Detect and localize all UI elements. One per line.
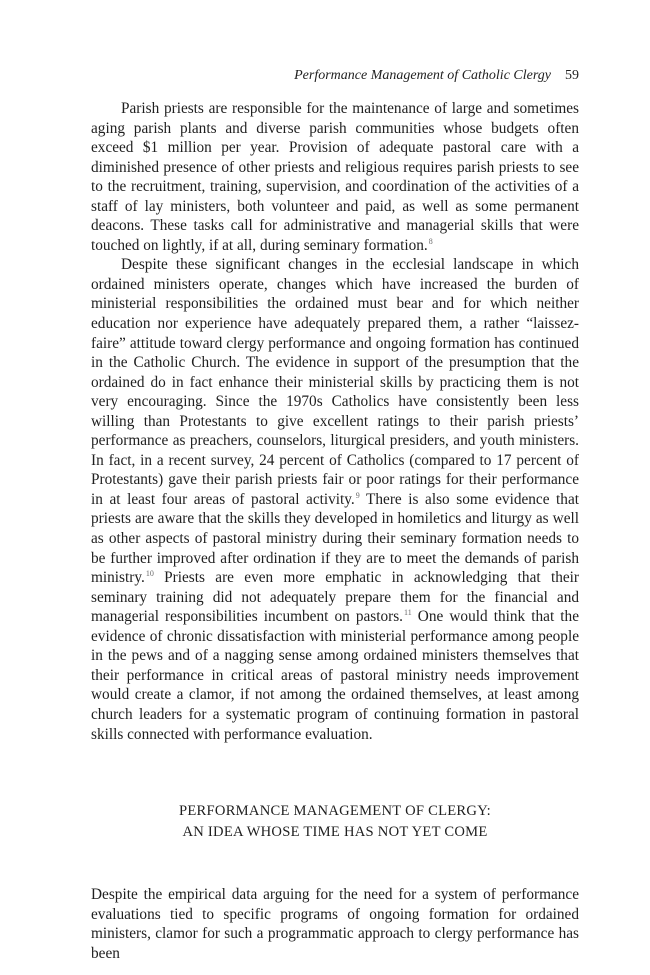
- body-paragraph-3: Despite the empirical data arguing for the need for a system of performance evaluations tied to specific programs of ongoing formation for ordained ministers, clamor for such a programmatic approach to clergy performance has been: [91, 886, 579, 962]
- footnote-marker: 9: [355, 490, 360, 500]
- section-heading-line-2: AN IDEA WHOSE TIME HAS NOT YET COME: [182, 824, 488, 841]
- paragraph-text: One would think that the evidence of chronic dissatisfaction with ministerial performance among people in the pews and of a nagging sense among ordained ministers themselves that their performance in critical areas of pastoral ministry needs improvement would create a clamor, if not among the ordained themselves, at least among church leaders for a systematic program of continuing formation in pastoral skills connected with performance evaluation.: [91, 608, 579, 743]
- running-head-title: Performance Management of Catholic Clergy: [294, 68, 551, 83]
- book-page: [91, 66, 579, 963]
- footnote-marker: 10: [145, 569, 154, 579]
- paragraph-text: Parish priests are responsible for the maintenance of large and sometimes aging parish plants and diverse parish communities whose budgets often exceed $1 million per year. Provision of adequate pastoral care with a diminished presence of other priests and religious requires parish priests to see to the recruitment, training, supervision, and coordination of the activities of a staff of lay ministers, both volunteer and paid, as well as some permanent deacons. These tasks call for administrative and managerial skills that were touched on lightly, if at all, during seminary formation.: [91, 100, 579, 254]
- footnote-marker: 8: [428, 236, 433, 246]
- body-paragraph-1: [91, 99, 579, 255]
- body-paragraph-2: [91, 255, 579, 744]
- footnote-marker: 11: [404, 608, 412, 618]
- section-heading-line-1: PERFORMANCE MANAGEMENT OF CLERGY:: [179, 803, 491, 820]
- paragraph-text: There is also some evidence that priests are aware that the skills they developed in homiletics and liturgy as well as other aspects of pastoral ministry during their seminary formation needs to be further improved after ordination if they are to meet the demands of parish ministry.: [91, 490, 579, 587]
- paragraph-text: Despite these significant changes in the ecclesial landscape in which ordained ministers operate, changes which have increased the burden of ministerial responsibilities the ordained must bear and for which neither education nor experience have adequately prepared them, a rather “laissez-faire” attitude toward clergy performance and ongoing formation has continued in the Catholic Church. The evidence in support of the presumption that the ordained do in fact enhance their ministerial skills by practicing them is not very encouraging. Since the 1970s Catholics have consistently been less willing than Protestants to give excellent ratings to their parish priests’ performance as preachers, counselors, liturgical presiders, and youth ministers. In fact, in a recent survey, 24 percent of Catholics (compared to 17 percent of Protestants) gave their parish priests fair or poor ratings for their performance in at least four areas of pastoral activity.: [91, 256, 579, 508]
- section-heading: [91, 801, 579, 843]
- running-head: [91, 66, 579, 86]
- page-number: 59: [565, 68, 579, 83]
- paragraph-text: Priests are even more emphatic in acknowledging that their seminary training did not adequately prepare them for the financial and managerial responsibilities incumbent on pastors.: [91, 569, 579, 626]
